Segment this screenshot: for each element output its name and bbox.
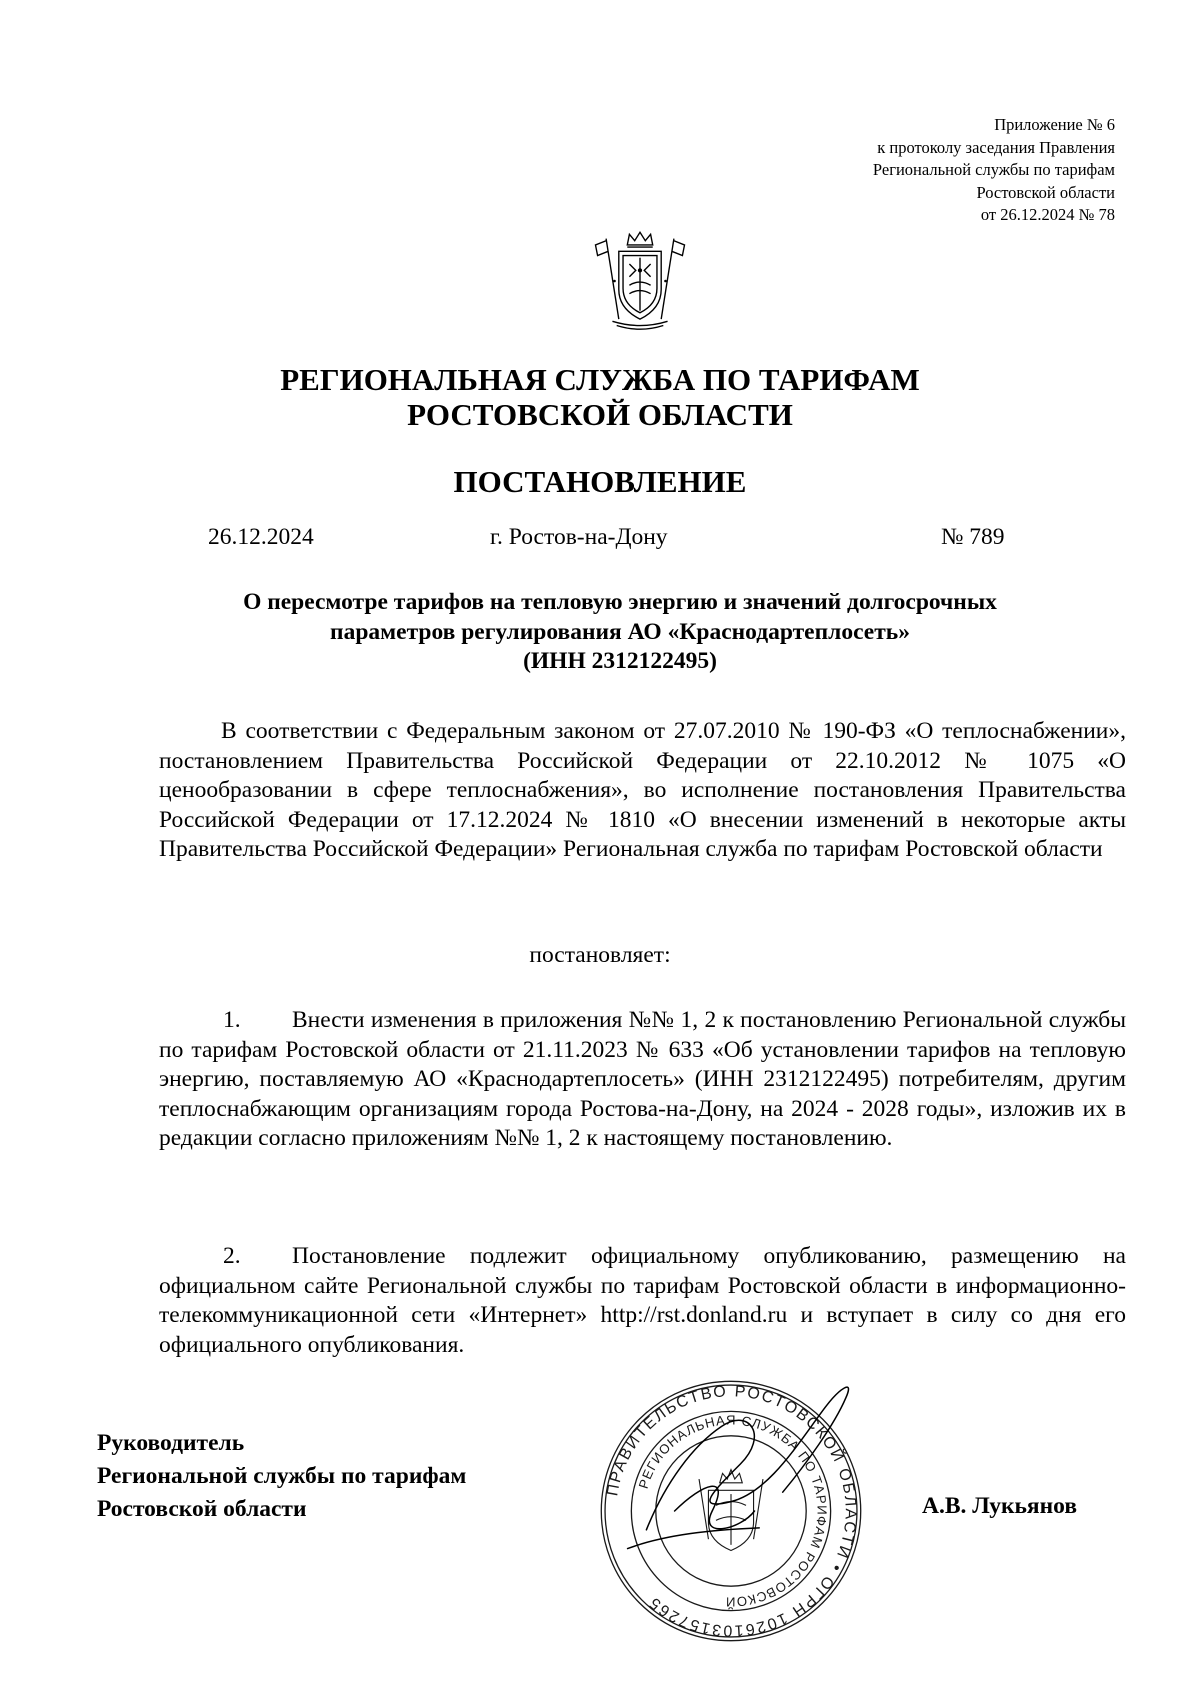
- document-type: ПОСТАНОВЛЕНИЕ: [453, 464, 747, 499]
- item-number: 2.: [223, 1243, 241, 1269]
- resolution-item-2: [159, 1242, 1126, 1360]
- stamp-inner-text: РЕГИОНАЛЬНАЯ СЛУЖБА ПО ТАРИФАМ РОСТОВСКОЙ: [635, 1412, 830, 1610]
- annex-line: Ростовской области: [976, 182, 1115, 202]
- annex-line: к протоколу заседания Правления: [877, 137, 1115, 157]
- signer-title-line: Руководитель: [97, 1430, 245, 1456]
- stamp-outer-text: ПРАВИТЕЛЬСТВО РОСТОВСКОЙ ОБЛАСТИ • ОГРН 1026103157265: [604, 1383, 859, 1639]
- document-subject: [160, 588, 1080, 677]
- annex-line: Региональной службы по тарифам: [872, 160, 1115, 180]
- subject-line: параметров регулирования АО «Краснодартеплосеть»: [330, 618, 910, 645]
- signer-title-line: Региональной службы по тарифам: [97, 1463, 467, 1489]
- document-city: г. Ростов-на-Дону: [490, 524, 668, 550]
- signer-title-line: Ростовской области: [97, 1496, 307, 1522]
- organization-name: РЕГИОНАЛЬНАЯ СЛУЖБА ПО ТАРИФАМ: [280, 362, 920, 397]
- document-number: № 789: [941, 524, 1005, 550]
- coat-of-arms-emblem: [587, 228, 693, 334]
- preamble-paragraph: В соответствии с Федеральным законом от 27.07.2010 № 190-ФЗ «О теплоснабжении», постановлением Правительства Российской Федерации от 22.10.2012 № 1075 «О ценообразовании в сфере теплоснабжения», во исполнение постановления Правительства Российской Федерации от 17.12.2024 № 1810 «О внесении изменений в некоторые акты Правительства Российской Федерации» Региональная служба по тарифам Ростовской области: [159, 718, 1126, 863]
- resolution-item-1: [159, 1006, 1126, 1154]
- annex-reference: [695, 114, 1115, 227]
- annex-line: Приложение № 6: [994, 115, 1115, 134]
- official-stamp-with-signature: [590, 1370, 872, 1652]
- resolution-word: постановляет:: [529, 942, 671, 968]
- annex-line: от 26.12.2024 № 78: [980, 205, 1115, 225]
- subject-line: (ИНН 2312122495): [523, 648, 717, 674]
- organization-region: РОСТОВСКОЙ ОБЛАСТИ: [407, 397, 793, 432]
- subject-line: О пересмотре тарифов на тепловую энергию и значений долгосрочных: [243, 589, 997, 615]
- item-text: Постановление подлежит официальному опубликованию, размещению на официальном сайте Региональной службы по тарифам Ростовской области в информационно-телекоммуникационной сети «Интернет» http://rst.donland.ru и вступает в силу со дня его официального опубликования.: [159, 1243, 1126, 1358]
- signer-title: [97, 1427, 466, 1526]
- item-text: Внести изменения в приложения №№ 1, 2 к постановлению Региональной службы по тарифам Ростовской области от 21.11.2023 № 633 «Об установлении тарифов на тепловую энергию, поставляемую АО «Краснодартеплосеть» (ИНН 2312122495) потребителям, другим теплоснабжающим организациям города Ростова-на-Дону, на 2024 - 2028 годы», изложив их в редакции согласно приложениям №№ 1, 2 к настоящему постановлению.: [159, 1007, 1126, 1152]
- item-number: 1.: [223, 1007, 241, 1033]
- signer-name: А.В. Лукьянов: [922, 1493, 1078, 1519]
- document-date: 26.12.2024: [208, 524, 314, 550]
